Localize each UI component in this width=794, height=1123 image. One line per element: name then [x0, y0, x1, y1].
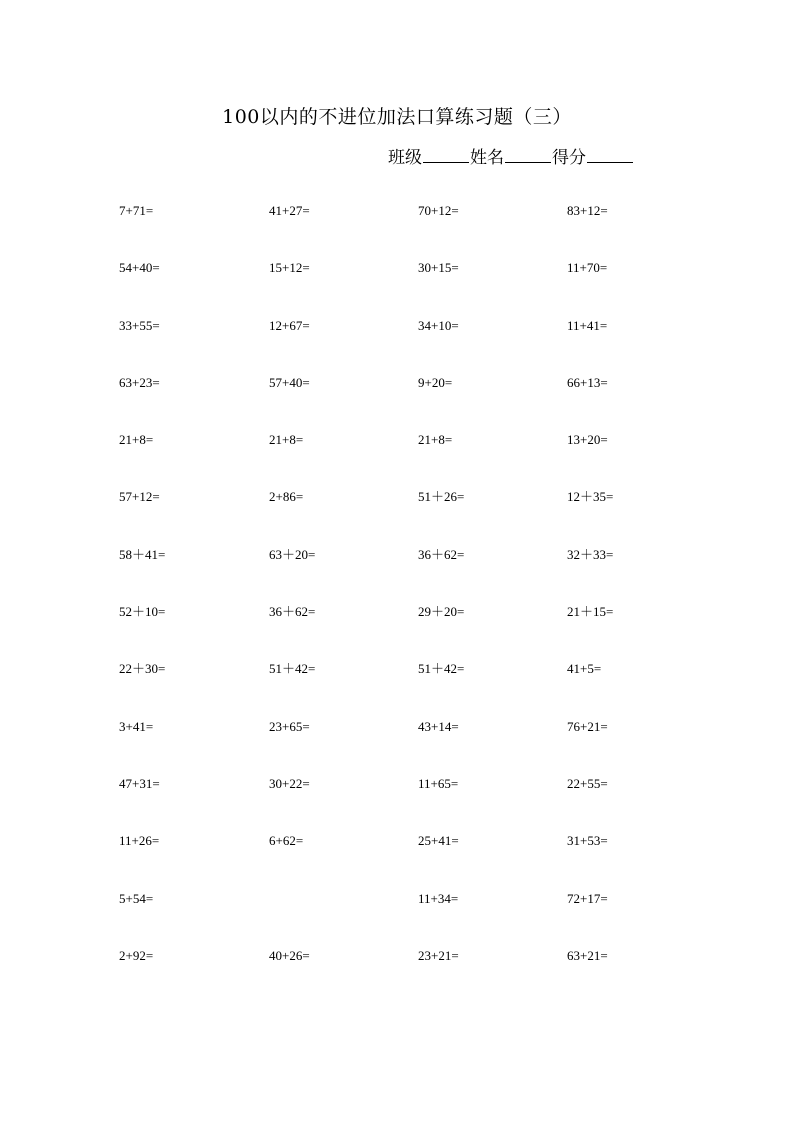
page-title: 100以内的不进位加法口算练习题（三）: [222, 106, 572, 128]
problem-item: 30+15=: [418, 260, 459, 276]
problem-item: 36＋62=: [269, 604, 316, 620]
problem-item: 12+67=: [269, 317, 310, 333]
problem-item: 11+26=: [119, 833, 160, 849]
problem-item: 31+53=: [567, 833, 608, 849]
problem-item: 72+17=: [567, 890, 608, 906]
problem-item: 51＋42=: [418, 661, 465, 677]
problem-item: 33+55=: [119, 317, 160, 333]
problem-row: [119, 947, 679, 1004]
problem-item: 6+62=: [269, 833, 304, 849]
problem-row: [119, 546, 679, 603]
problem-item: 66+13=: [567, 374, 608, 390]
problem-item: 32＋33=: [567, 546, 614, 562]
problem-row: [119, 374, 679, 431]
problem-item: 25+41=: [418, 833, 459, 849]
problem-item: 43+14=: [418, 718, 459, 734]
problem-row: [119, 775, 679, 832]
problem-item: 22+55=: [567, 775, 608, 791]
problem-item: 11+65=: [418, 775, 459, 791]
problem-item: 58＋41=: [119, 546, 166, 562]
problem-item: 15+12=: [269, 260, 310, 276]
problem-item: 11+41=: [567, 317, 608, 333]
name-blank: [505, 146, 551, 163]
problem-item: 5+54=: [119, 890, 154, 906]
problem-item: 51＋26=: [418, 489, 465, 505]
problem-item: 11+70=: [567, 260, 608, 276]
problem-item: 9+20=: [418, 374, 453, 390]
problem-item: 11+34=: [418, 890, 459, 906]
class-label: 班级: [388, 148, 422, 168]
problem-item: 22＋30=: [119, 661, 166, 677]
problem-item: 70+12=: [418, 203, 459, 218]
problem-item: 21+8=: [119, 432, 154, 448]
problem-row: [119, 603, 679, 660]
problem-item: 21+8=: [418, 432, 453, 448]
problem-item: 52＋10=: [119, 604, 166, 620]
problem-item: 29＋20=: [418, 604, 465, 620]
problem-item: 40+26=: [269, 947, 310, 963]
problem-row: [119, 832, 679, 889]
problem-item: 51＋42=: [269, 661, 316, 677]
problem-item: 30+22=: [269, 775, 310, 791]
score-label: 得分: [552, 148, 586, 168]
problem-item: 47+31=: [119, 775, 160, 791]
problem-item: 36＋62=: [418, 546, 465, 562]
problem-row: [119, 317, 679, 374]
problem-item: 57+40=: [269, 374, 310, 390]
problem-item: 41+5=: [567, 661, 602, 677]
problem-row: [119, 660, 679, 717]
problem-item: 34+10=: [418, 317, 459, 333]
problem-row: [119, 718, 679, 775]
problem-row: [119, 488, 679, 545]
problem-item: 83+12=: [567, 203, 608, 218]
class-blank: [423, 146, 469, 163]
problem-row: [119, 202, 679, 259]
problem-item: 23+21=: [418, 947, 459, 963]
problem-item: 23+65=: [269, 718, 310, 734]
problem-item: 57+12=: [119, 489, 160, 505]
problem-item: 41+27=: [269, 203, 310, 218]
problem-item: 76+21=: [567, 718, 608, 734]
problem-item: 12＋35=: [567, 489, 614, 505]
problem-item: 2+92=: [119, 947, 154, 963]
student-info-line: [388, 146, 634, 170]
problem-item: 2+86=: [269, 489, 304, 505]
problem-item: 54+40=: [119, 260, 160, 276]
problem-row: [119, 259, 679, 316]
problem-item: 21＋15=: [567, 604, 614, 620]
problem-row: [119, 431, 679, 488]
problem-item: 3+41=: [119, 718, 154, 734]
score-blank: [587, 146, 633, 163]
problem-grid: [119, 202, 679, 1004]
problem-item: 63+23=: [119, 374, 160, 390]
problem-item: 63＋20=: [269, 546, 316, 562]
name-label: 姓名: [470, 148, 504, 168]
problem-item: 21+8=: [269, 432, 304, 448]
problem-item: 63+21=: [567, 947, 608, 963]
problem-item: 7+71=: [119, 203, 154, 218]
problem-item: 13+20=: [567, 432, 608, 448]
problem-row: [119, 890, 679, 947]
